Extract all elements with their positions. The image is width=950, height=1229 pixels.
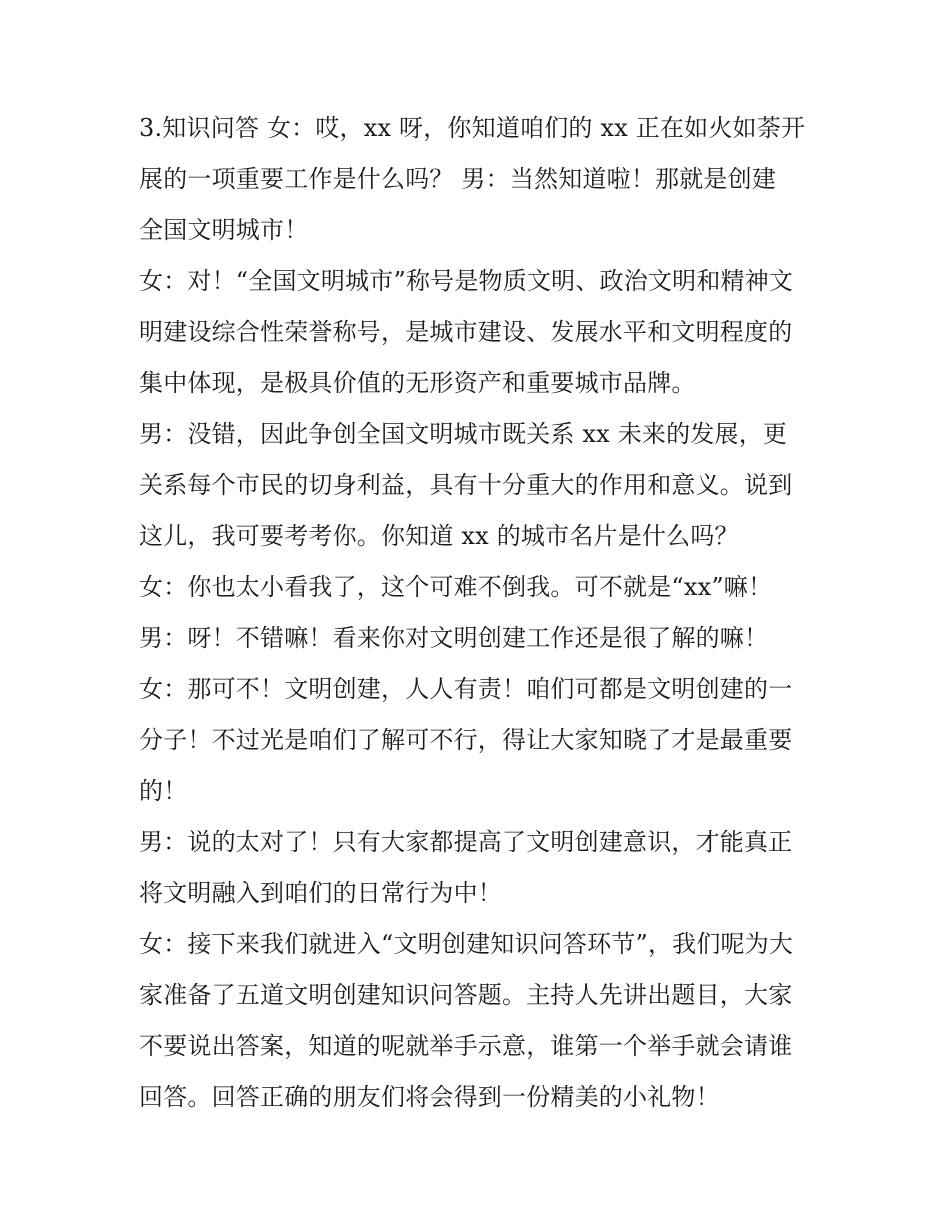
- text-line: 不要说出答案，知道的呢就举手示意，谁第一个举手就会请谁: [139, 1032, 793, 1060]
- text-line: 女：对！“全国文明城市”称号是物质文明、政治文明和精神文: [139, 267, 794, 295]
- text-line: 男：呀！不错嘛！看来你对文明创建工作还是很了解的嘛！: [139, 624, 769, 652]
- text-line: 这儿，我可要考考你。你知道 xx 的城市名片是什么吗？: [139, 522, 739, 550]
- text-line: 女：那可不！文明创建，人人有责！咱们可都是文明创建的一: [139, 675, 793, 703]
- text-line: 明建设综合性荣誉称号，是城市建设、发展水平和文明程度的: [139, 318, 793, 346]
- text-line: 男：没错，因此争创全国文明城市既关系 xx 未来的发展，更: [139, 420, 788, 448]
- text-line: 回答。回答正确的朋友们将会得到一份精美的小礼物！: [139, 1083, 720, 1111]
- text-line: 3.知识问答 女：哎，xx 呀，你知道咱们的 xx 正在如火如荼开: [139, 114, 806, 142]
- text-line: 展的一项重要工作是什么吗？ 男：当然知道啦！那就是创建: [139, 165, 777, 193]
- document-body: [139, 103, 819, 1123]
- text-line: 集中体现，是极具价值的无形资产和重要城市品牌。: [139, 369, 696, 397]
- text-line: 女：你也太小看我了，这个可难不倒我。可不就是“xx”嘛！: [139, 573, 773, 601]
- text-line: 的！: [139, 777, 188, 805]
- text-line: 女：接下来我们就进入“文明创建知识问答环节”，我们呢为大: [139, 930, 794, 958]
- text-line: 分子！不过光是咱们了解可不行，得让大家知晓了才是最重要: [139, 726, 793, 754]
- text-line: 男：说的太对了！只有大家都提高了文明创建意识，才能真正: [139, 828, 793, 856]
- text-line: 全国文明城市！: [139, 216, 309, 244]
- text-line: 家准备了五道文明创建知识问答题。主持人先讲出题目，大家: [139, 981, 793, 1009]
- text-line: 关系每个市民的切身利益，具有十分重大的作用和意义。说到: [139, 471, 793, 499]
- text-line: 将文明融入到咱们的日常行为中！: [139, 879, 502, 907]
